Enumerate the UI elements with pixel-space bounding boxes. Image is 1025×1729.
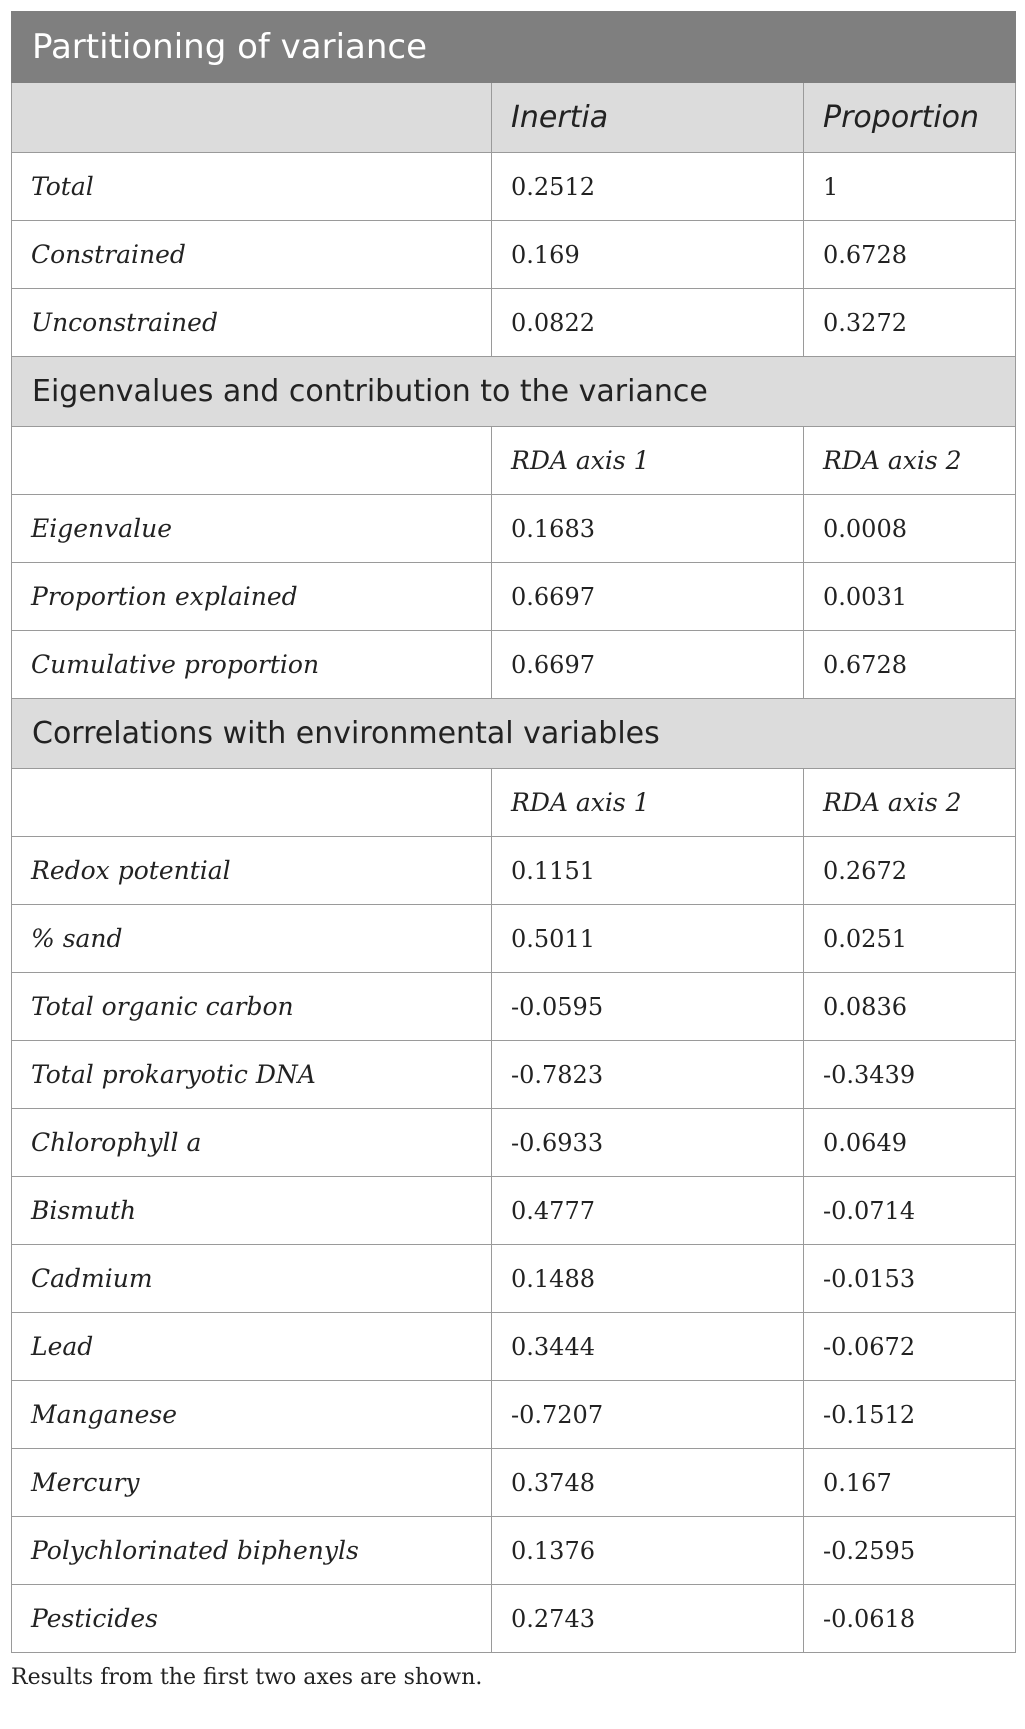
section-title-row [12,12,1016,83]
row-value-axis-1: 0.1488 [492,1245,804,1313]
row-value-axis-2: -0.0618 [804,1585,1016,1653]
table-body [12,12,1016,1653]
table-row [12,1449,1016,1517]
table-row [12,1041,1016,1109]
column-header-empty [12,427,492,495]
row-value-axis-1: -0.7823 [492,1041,804,1109]
table-row [12,1313,1016,1381]
row-value-axis-1: 0.2743 [492,1585,804,1653]
table-row [12,1517,1016,1585]
table-row [12,563,1016,631]
row-value-axis-2: -0.0714 [804,1177,1016,1245]
row-label: Total prokaryotic DNA [12,1041,492,1109]
row-value-inertia: 0.0822 [492,289,804,357]
row-label: Cumulative proportion [12,631,492,699]
row-value-axis-1: 0.5011 [492,905,804,973]
column-header-inertia: Inertia [492,83,804,153]
row-value-axis-2: 0.0008 [804,495,1016,563]
column-header-empty [12,83,492,153]
table-row [12,1381,1016,1449]
row-value-axis-2: -0.2595 [804,1517,1016,1585]
row-label: Pesticides [12,1585,492,1653]
row-value-proportion: 0.3272 [804,289,1016,357]
row-label: % sand [12,905,492,973]
column-header-proportion: Proportion [804,83,1016,153]
column-header-row [12,427,1016,495]
row-value-axis-2: 0.0031 [804,563,1016,631]
row-value-inertia: 0.169 [492,221,804,289]
row-value-proportion: 1 [804,153,1016,221]
row-value-axis-1: -0.0595 [492,973,804,1041]
row-label: Bismuth [12,1177,492,1245]
section-title-partitioning: Partitioning of variance [12,12,1016,83]
row-value-axis-2: -0.1512 [804,1381,1016,1449]
row-value-axis-2: -0.0153 [804,1245,1016,1313]
table-row [12,221,1016,289]
section-title-row [12,357,1016,427]
table-row [12,905,1016,973]
table-row [12,1177,1016,1245]
table-row [12,1585,1016,1653]
row-value-inertia: 0.2512 [492,153,804,221]
row-label: Total [12,153,492,221]
row-value-axis-1: 0.3748 [492,1449,804,1517]
row-label: Eigenvalue [12,495,492,563]
table-container [11,11,1015,1690]
table-row [12,837,1016,905]
row-label: Proportion explained [12,563,492,631]
table-row [12,973,1016,1041]
column-header-rda-axis-1: RDA axis 1 [492,427,804,495]
row-value-axis-1: 0.1683 [492,495,804,563]
table-row [12,1109,1016,1177]
row-value-axis-1: 0.6697 [492,631,804,699]
row-value-axis-2: 0.0649 [804,1109,1016,1177]
row-value-axis-1: 0.1151 [492,837,804,905]
row-label: Polychlorinated biphenyls [12,1517,492,1585]
table-row [12,495,1016,563]
row-value-axis-2: -0.3439 [804,1041,1016,1109]
section-title-row [12,699,1016,769]
column-header-rda-axis-2: RDA axis 2 [804,769,1016,837]
row-value-axis-2: 0.0836 [804,973,1016,1041]
row-label: Total organic carbon [12,973,492,1041]
column-header-rda-axis-2: RDA axis 2 [804,427,1016,495]
table-footnote: Results from the first two axes are shown. [11,1665,483,1690]
row-label: Lead [12,1313,492,1381]
row-value-axis-2: 0.0251 [804,905,1016,973]
row-value-axis-1: 0.3444 [492,1313,804,1381]
column-header-empty [12,769,492,837]
section-title-correlations: Correlations with environmental variables [12,699,1016,769]
row-value-proportion: 0.6728 [804,221,1016,289]
row-value-axis-2: 0.6728 [804,631,1016,699]
row-value-axis-1: 0.1376 [492,1517,804,1585]
column-header-rda-axis-1: RDA axis 1 [492,769,804,837]
row-label: Unconstrained [12,289,492,357]
table-row [12,289,1016,357]
row-value-axis-1: 0.4777 [492,1177,804,1245]
table-row [12,631,1016,699]
row-label: Manganese [12,1381,492,1449]
row-label: Chlorophyll a [12,1109,492,1177]
row-label: Redox potential [12,837,492,905]
row-label: Constrained [12,221,492,289]
section-title-eigenvalues: Eigenvalues and contribution to the variance [12,357,1016,427]
column-header-row [12,769,1016,837]
row-value-axis-1: 0.6697 [492,563,804,631]
row-label: Mercury [12,1449,492,1517]
column-header-row [12,83,1016,153]
rda-results-table [11,11,1016,1653]
row-value-axis-2: 0.2672 [804,837,1016,905]
row-label: Cadmium [12,1245,492,1313]
row-value-axis-2: 0.167 [804,1449,1016,1517]
table-row [12,153,1016,221]
row-value-axis-2: -0.0672 [804,1313,1016,1381]
row-value-axis-1: -0.7207 [492,1381,804,1449]
row-value-axis-1: -0.6933 [492,1109,804,1177]
table-row [12,1245,1016,1313]
